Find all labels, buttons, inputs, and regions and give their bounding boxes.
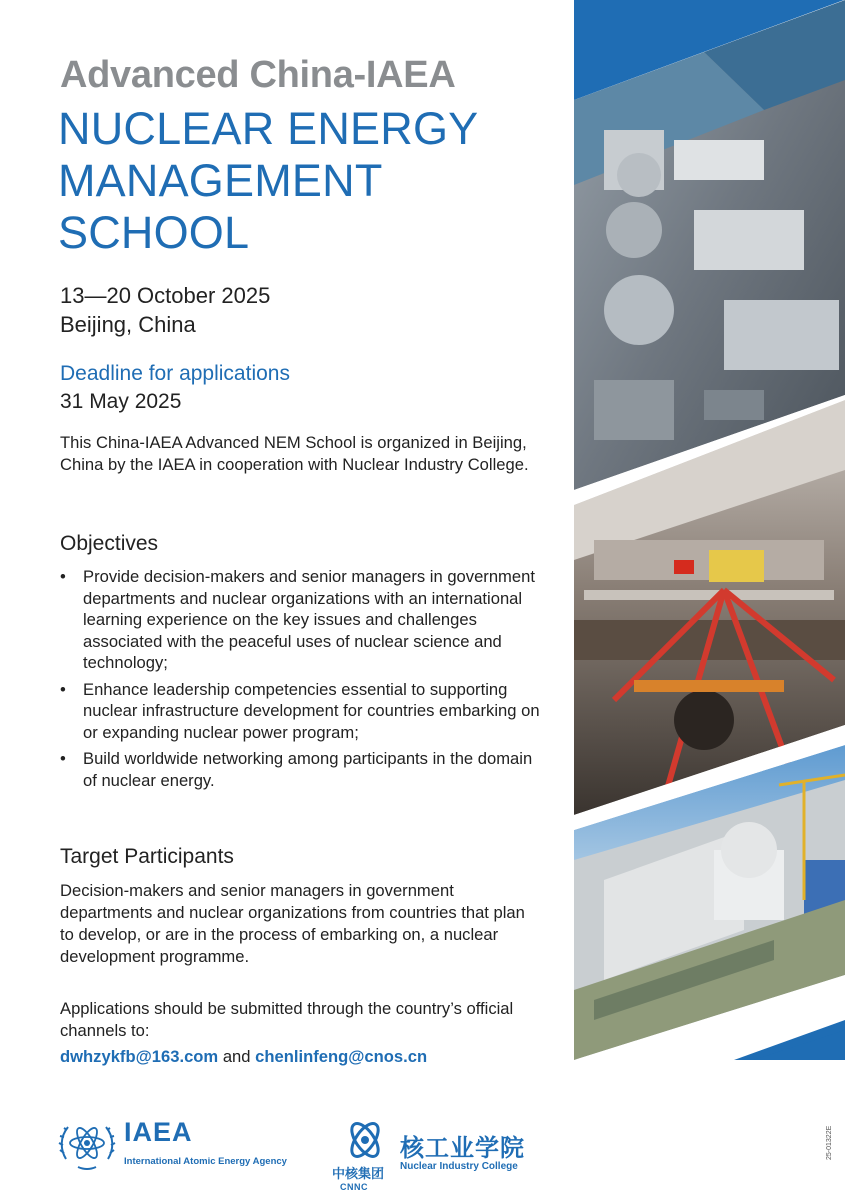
deadline-label: Deadline for applications xyxy=(60,362,290,385)
photo-strip xyxy=(574,0,845,1060)
email-link-1[interactable]: dwhzykfb@163.com xyxy=(60,1047,219,1066)
list-item: • Provide decision-makers and senior managers in government departments and nuclear organizations with an international learning experience on the key issues and challenges associated with the peaceful uses of nuclear science and technology; xyxy=(60,567,535,672)
cnnc-logo xyxy=(330,1118,400,1198)
email-link-2[interactable]: chenlinfeng@cnos.cn xyxy=(255,1047,428,1066)
iaea-wordmark: IAEA xyxy=(124,1117,193,1147)
target-text: Decision-makers and senior managers in government departments and nuclear organizations from countries that plan to develop, or are in the process of embarking on, a nuclear development programme. xyxy=(60,881,525,966)
iaea-fullname: International Atomic Energy Agency xyxy=(124,1156,287,1167)
objective-text: Build worldwide networking among participants in the domain of nuclear energy. xyxy=(83,749,533,790)
event-dates: 13—20 October 2025 xyxy=(60,283,271,308)
objectives-heading: Objectives xyxy=(60,532,159,555)
iaea-logo xyxy=(58,1115,298,1175)
deadline-date: 31 May 2025 xyxy=(60,390,182,413)
list-item: • Build worldwide networking among participants in the domain of nuclear energy. xyxy=(60,749,533,790)
objective-text: Enhance leadership competencies essential to supporting nuclear infrastructure development for countries embarking on or expanding nuclear power program; xyxy=(83,679,540,742)
college-chinese-name: 核工业学院 xyxy=(400,1134,525,1162)
event-info xyxy=(60,281,270,339)
contact-emails xyxy=(60,1046,427,1068)
cnnc-english-name: CNNC xyxy=(340,1182,368,1192)
document-code: 25-01322E xyxy=(826,1125,833,1160)
target-heading: Target Participants xyxy=(60,845,234,868)
page-title xyxy=(58,103,478,259)
list-item: • Enhance leadership competencies essential to supporting nuclear infrastructure development for countries embarking on or expanding nuclear power program; xyxy=(60,679,540,742)
email-joiner: and xyxy=(222,1047,251,1066)
title-line-1: NUCLEAR ENERGY xyxy=(58,103,479,154)
intro-paragraph: This China-IAEA Advanced NEM School is organized in Beijing, China by the IAEA in cooperation with Nuclear Industry College. xyxy=(60,433,529,474)
title-subheading: Advanced China-IAEA xyxy=(60,54,456,96)
cnnc-chinese-name: 中核集团 xyxy=(332,1167,385,1182)
objective-text: Provide decision-makers and senior managers in government departments and nuclear organizations with an international learning experience on the key issues and challenges associated with the peaceful uses of nuclear science and technology; xyxy=(83,567,535,672)
event-location: Beijing, China xyxy=(60,312,196,337)
college-english-name: Nuclear Industry College xyxy=(400,1161,518,1172)
atom-laurel-icon xyxy=(58,1115,116,1173)
college-logo xyxy=(398,1128,548,1178)
cnnc-emblem-icon xyxy=(340,1118,390,1162)
applications-text: Applications should be submitted through the country’s official channels to: xyxy=(60,999,514,1040)
objectives-list xyxy=(60,566,540,796)
title-line-3: SCHOOL xyxy=(58,207,250,258)
title-line-2: MANAGEMENT xyxy=(58,155,383,206)
